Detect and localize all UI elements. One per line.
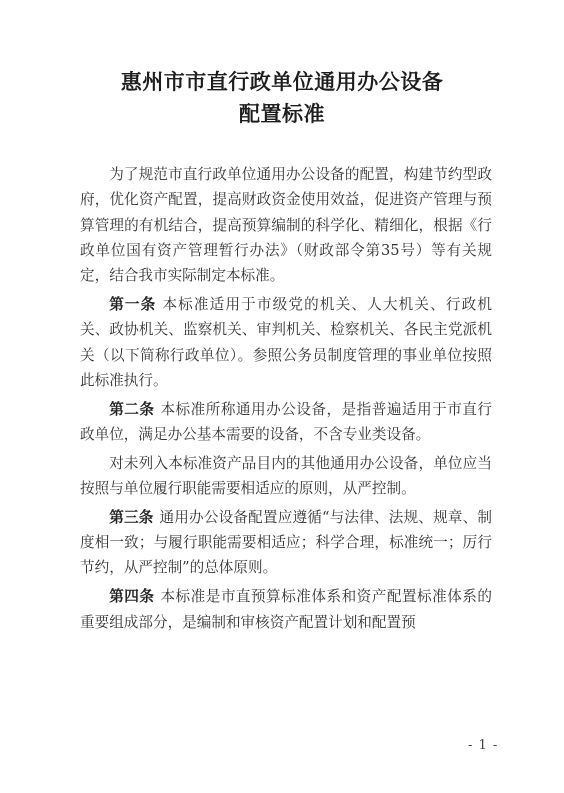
article-number: 第三条 [109, 508, 154, 526]
paragraph-text: 本标准适用于市级党的机关、人大机关、行政机关、政协机关、监察机关、审判机关、检察机关、各民主党派机关（以下简称行政单位）。参照公务员制度管理的事业单位按照此标准执行。 [80, 295, 492, 389]
paragraph-preamble [80, 162, 492, 288]
paragraph-article-4 [80, 584, 492, 635]
paragraph-text: 为了规范市直行政单位通用办公设备的配置，构建节约型政府，优化资产配置，提高财政资金使用效益，促进资产管理与预算管理的有机结合，提高预算编制的科学化、精细化，根据《行政单位国有资产管理暂行办法》（财政部令第35号）等有关规定，结合我市实际制定本标准。 [80, 166, 492, 285]
document-title-line2: 配置标准 [239, 101, 325, 126]
page-number: - 1 - [468, 738, 499, 753]
paragraph-text: 对未列入本标准资产品目内的其他通用办公设备，单位应当按照与单位履行职能需要相适应的原则，从严控制。 [80, 454, 492, 498]
document-title-line1: 惠州市市直行政单位通用办公设备 [120, 69, 444, 94]
article-number: 第二条 [109, 400, 155, 418]
paragraph-text: 本标准所称通用办公设备，是指普遍适用于市直行政单位，满足办公基本需要的设备，不含专业类设备。 [80, 400, 492, 443]
paragraph-article-1 [80, 292, 492, 393]
paragraph-article-2-continued [80, 451, 492, 502]
paragraph-text: 本标准是市直预算标准体系和资产配置标准体系的重要组成部分，是编制和审核资产配置计划和配置预 [80, 588, 492, 631]
article-number: 第四条 [109, 588, 155, 606]
article-number: 第一条 [109, 295, 157, 313]
paragraph-article-3 [80, 505, 492, 581]
paragraph-article-2 [80, 397, 492, 448]
document-body [80, 162, 492, 638]
paragraph-text: 通用办公设备配置应遵循“与法律、法规、规章、制度相一致；与履行职能需要相适应；科学合理，标准统一；厉行节约，从严控制”的总体原则。 [80, 508, 492, 577]
